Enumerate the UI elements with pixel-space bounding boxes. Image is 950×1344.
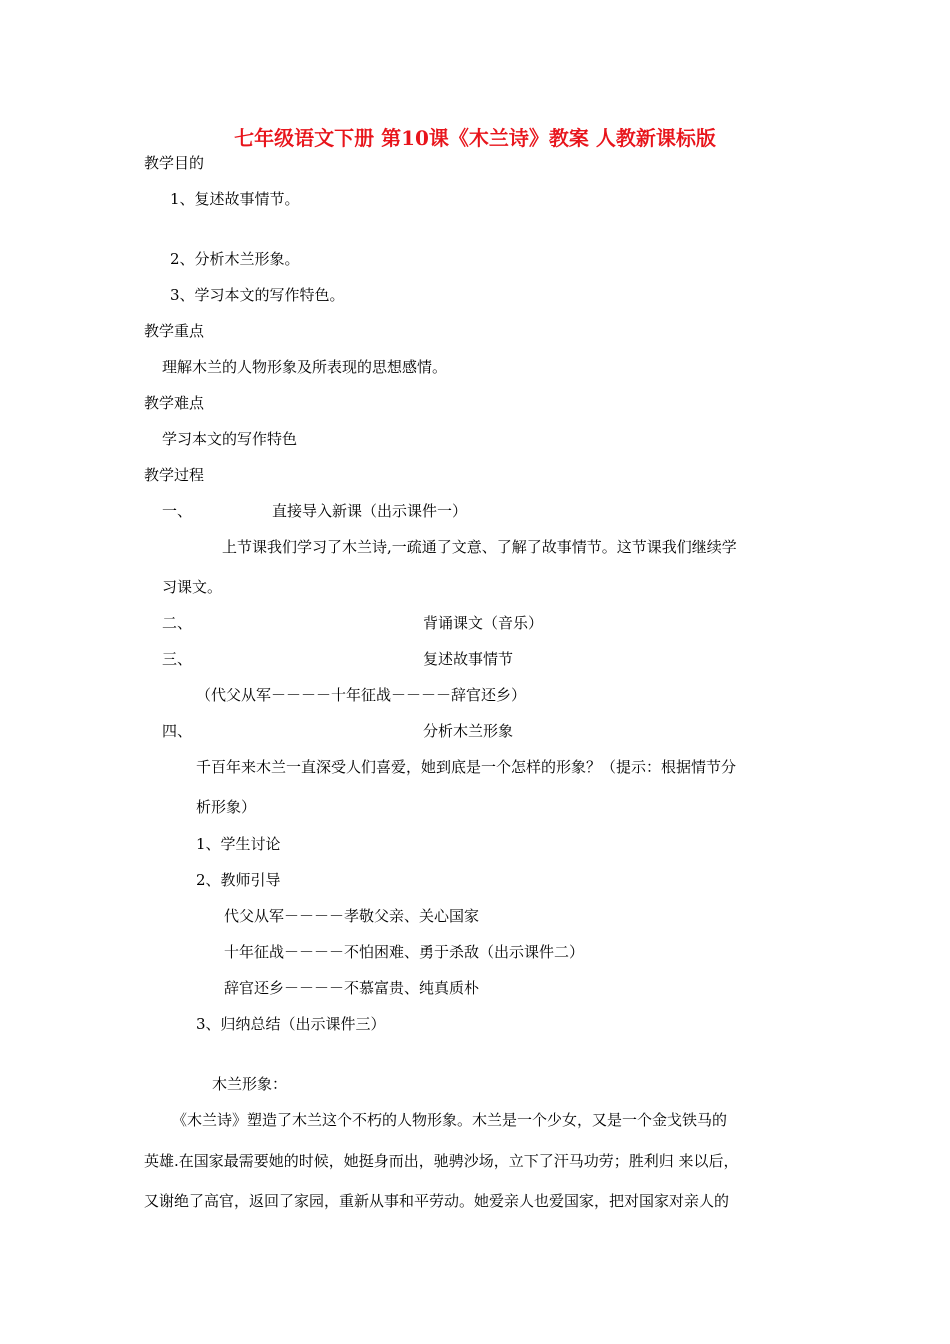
step-4-question-line-2: 析形象）	[196, 798, 257, 816]
key-points-text: 理解木兰的人物形象及所表现的思想感情。	[162, 358, 448, 376]
step-4-number: 四、	[162, 722, 193, 740]
step-2-number: 二、	[162, 614, 193, 632]
guide-line-2: 十年征战－－－－不怕困难、勇于杀敌（出示课件二）	[224, 943, 585, 961]
summary-line-1: 《木兰诗》塑造了木兰这个不朽的人物形象。木兰是一个少女，又是一个金戈铁马的	[172, 1111, 728, 1129]
guide-line-3: 辞官还乡－－－－不慕富贵、纯真质朴	[224, 979, 480, 997]
objective-item-3: 3、学习本文的写作特色。	[170, 286, 345, 304]
step-3-number: 三、	[162, 650, 193, 668]
document-title: 七年级语文下册 第10课《木兰诗》教案 人教新课标版	[234, 126, 716, 150]
step-2-title: 背诵课文（音乐）	[423, 614, 544, 632]
step-1-paragraph-line-2: 习课文。	[162, 578, 223, 596]
summary-line-3: 又谢绝了高官，返回了家园，重新从事和平劳动。她爱亲人也爱国家，把对国家对亲人的	[144, 1192, 730, 1210]
objective-item-1: 1、复述故事情节。	[170, 190, 300, 208]
objective-item-2: 2、分析木兰形象。	[170, 250, 300, 268]
heading-key-points: 教学重点	[144, 322, 205, 340]
step-4-question-line-1: 千百年来木兰一直深受人们喜爱，她到底是一个怎样的形象？（提示：根据情节分	[196, 758, 737, 776]
difficulties-text: 学习本文的写作特色	[162, 430, 298, 448]
step-1-paragraph-line-1: 上节课我们学习了木兰诗,一疏通了文意、了解了故事情节。这节课我们继续学	[222, 538, 737, 556]
heading-teaching-process: 教学过程	[144, 466, 205, 484]
step-4-sub-2: 2、教师引导	[196, 871, 281, 889]
step-4-sub-3: 3、归纳总结（出示课件三）	[196, 1015, 386, 1033]
step-3-title: 复述故事情节	[423, 650, 514, 668]
heading-teaching-objectives: 教学目的	[144, 154, 205, 172]
step-1-number: 一、	[162, 502, 193, 520]
step-4-title: 分析木兰形象	[423, 722, 514, 740]
summary-heading: 木兰形象：	[212, 1075, 288, 1093]
step-3-plot-outline: （代父从军－－－－十年征战－－－－辞官还乡）	[196, 686, 527, 704]
step-1-title: 直接导入新课（出示课件一）	[272, 502, 468, 520]
guide-line-1: 代父从军－－－－孝敬父亲、关心国家	[224, 907, 480, 925]
heading-difficulties: 教学难点	[144, 394, 205, 412]
summary-line-2: 英雄.在国家最需要她的时候，她挺身而出，驰骋沙场，立下了汗马功劳；胜利归 来以后，	[144, 1152, 739, 1170]
step-4-sub-1: 1、学生讨论	[196, 835, 281, 853]
